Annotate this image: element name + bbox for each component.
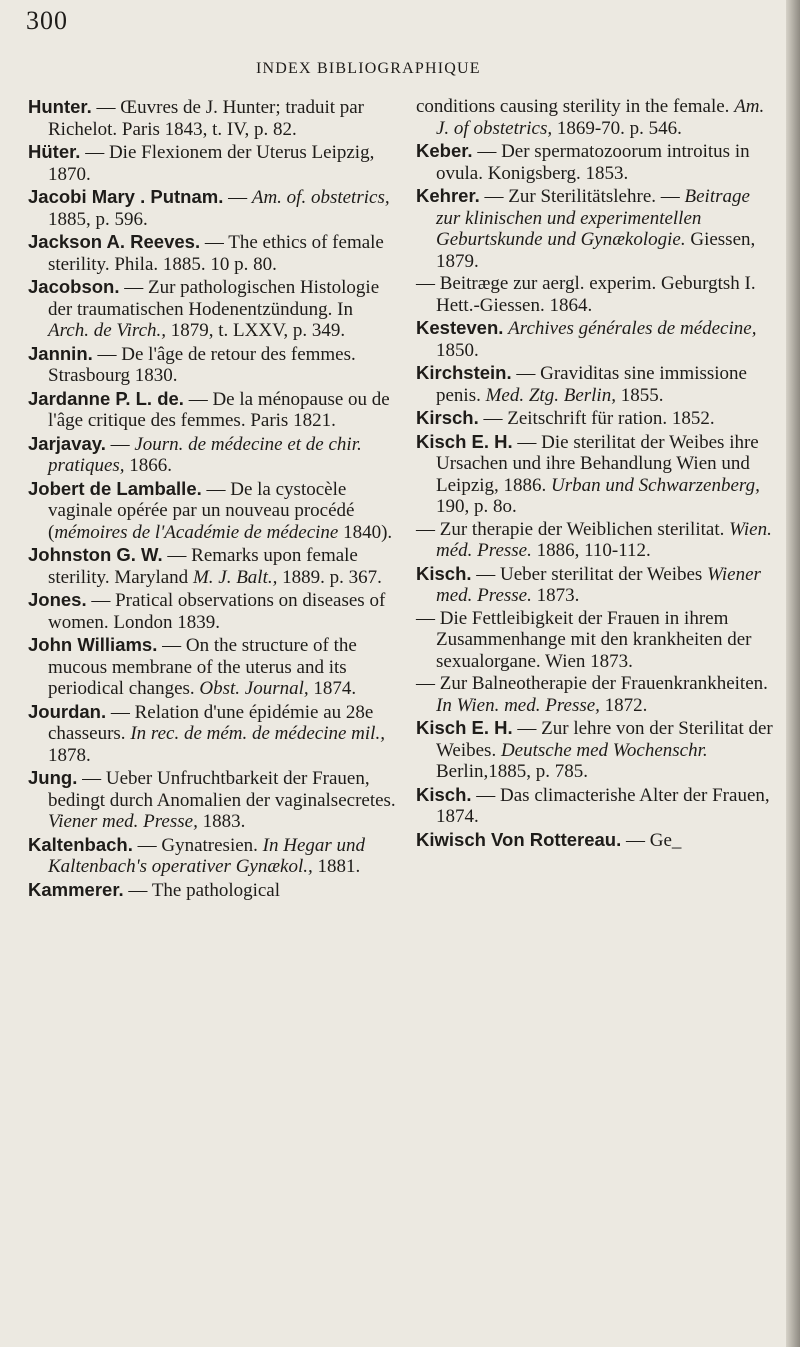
entry-text: — The ethics of female sterility. Phila. 1885. 10 p. 80. — [48, 232, 384, 275]
entry-headword: Keber. — [416, 140, 473, 161]
entry-text: conditions causing sterility in the female. — [416, 96, 735, 117]
entry-headword: Kisch. — [416, 783, 472, 805]
entry-text-end: 190, p. 8o. — [436, 496, 517, 517]
entry-headword: Kirchstein. — [416, 362, 512, 383]
entry-headword: Jacobson. — [28, 276, 120, 297]
index-entry — [416, 140, 778, 184]
entry-text: — Pratical observations on diseases of women. London 1839. — [48, 590, 386, 633]
entry-headword: Johnston G. W. — [28, 544, 163, 565]
entry-text-end: 1872. — [599, 694, 648, 716]
index-entry — [28, 96, 396, 140]
index-entry — [416, 362, 778, 406]
entry-source: In Wien. med. Presse, — [436, 694, 600, 716]
entry-headword: Hüter. — [28, 141, 81, 162]
index-entry — [28, 834, 396, 878]
entry-headword: Jobert de Lamballe. — [28, 477, 202, 499]
entry-text-end: 1840). — [338, 521, 393, 543]
entry-source: In Hegar und Kaltenbach's operativer Gynækol., — [48, 834, 366, 877]
entry-headword: Kisch E. H. — [416, 430, 513, 452]
entry-text: — Zeitschrift für ration. 1852. — [478, 408, 715, 429]
index-entry — [416, 784, 778, 828]
index-entry — [28, 186, 396, 230]
page-number: 300 — [26, 6, 68, 35]
entry-headword: Jung. — [28, 767, 78, 788]
entry-source: Beitrage zur klinischen und experimentellen Geburtskunde und Gynækologie. — [436, 186, 750, 250]
entry-text: — Graviditas sine immissione penis. — [436, 363, 747, 406]
entry-source: Archives générales de médecine, — [508, 318, 757, 339]
index-entry — [416, 407, 778, 430]
index-entry — [416, 96, 778, 139]
entry-text: — Zur Sterilitätslehre. — — [479, 186, 685, 207]
entry-text: — Zur pathologischen Histologie der traumatischen Hodenentzündung. In — [48, 277, 380, 320]
entry-text-end: 1878. — [48, 744, 91, 766]
entry-text: — De l'âge de retour des femmes. Strasbourg 1830. — [48, 343, 356, 386]
index-entry — [28, 388, 396, 432]
index-entry — [28, 544, 396, 588]
entry-source: Am. J. of obstetrics, — [436, 96, 765, 139]
entry-text-end: 1866. — [124, 455, 173, 476]
index-entry — [416, 519, 778, 562]
index-entry — [28, 276, 396, 342]
entry-headword: Kammerer. — [28, 878, 124, 900]
entry-headword: Jackson A. Reeves. — [28, 231, 201, 252]
entry-text: — Beitræge zur aergl. experim. Geburgtsh I. Hett.-Giessen. 1864. — [416, 273, 756, 316]
entry-source: M. J. Balt., — [192, 566, 278, 588]
entry-headword: Jacobi Mary . Putnam. — [28, 186, 224, 207]
entry-headword: Jardanne P. L. de. — [28, 387, 184, 409]
entry-text-end: 1881. — [312, 856, 361, 877]
entry-text: — De la ménopause ou de l'âge critique des femmes. Paris 1821. — [48, 388, 390, 431]
entry-text: — Die sterilitat der Weibes ihre Ursachen und ihre Behandlung Wien und Leipzig, 1886. — [436, 431, 759, 496]
entry-headword: Kisch. — [416, 562, 472, 584]
index-entry — [28, 141, 396, 185]
index-entry — [416, 608, 778, 673]
index-entry — [28, 478, 396, 544]
entry-text: — The pathological — [123, 879, 281, 901]
index-entry — [28, 589, 396, 633]
entry-headword: Kisch E. H. — [416, 717, 513, 738]
index-entry — [416, 185, 778, 272]
entry-text: — On the structure of the mucous membrane of the uterus and its periodical changes. — [48, 635, 357, 699]
entry-headword: Jones. — [28, 589, 87, 610]
entry-text: — Remarks upon female sterility. Maryland — [48, 545, 358, 588]
entry-text: — Ueber Unfruchtbarkeit der Frauen, bedingt durch Anomalien der vaginalsecretes. — [48, 768, 396, 811]
entry-text: — Zur lehre von der Sterilitat der Weibes. — [436, 718, 773, 761]
entry-text: — Ge_ — [621, 829, 682, 851]
entry-source: Wien. méd. Presse. — [436, 518, 772, 561]
entry-text: — Œuvres de J. Hunter; traduit par Richelot. Paris 1843, t. IV, p. 82. — [48, 97, 365, 140]
entry-source: Deutsche med Wochenschr. — [500, 739, 708, 761]
entry-source: Med. Ztg. Berlin, — [485, 384, 616, 406]
left-column — [28, 96, 396, 902]
entry-text-end: 1883. — [197, 811, 246, 832]
entry-text-end: 1889. p. 367. — [277, 566, 382, 588]
entry-text-end: Giessen, 1879. — [436, 229, 756, 272]
entry-source: In rec. de mém. de médecine mil., — [130, 723, 385, 744]
entry-source: mémoires de l'Académie de médecine — [54, 521, 339, 543]
running-title: INDEX BIBLIOGRAPHIQUE — [256, 60, 481, 77]
entry-text: — Die Fettleibigkeit der Frauen in ihrem Zusammenhange mit den krankheiten der sexualorgane. Wien 1873. — [416, 607, 752, 672]
entry-text-end: 1855. — [615, 384, 664, 406]
entry-headword: Hunter. — [28, 96, 92, 117]
entry-text-end: 1874. — [308, 678, 357, 699]
entry-text: — Die Flexionem der Uterus Leipzig, 1870. — [48, 142, 375, 185]
index-entry — [28, 767, 396, 833]
index-entry — [416, 317, 778, 361]
entry-headword: Kaltenbach. — [28, 833, 133, 855]
entry-text: — Zur Balneotherapie der Frauenkrankheiten. — [416, 673, 768, 694]
index-entry — [28, 879, 396, 902]
index-entry — [416, 563, 778, 607]
index-entry — [28, 634, 396, 700]
entry-text-end: 1869-70. p. 546. — [552, 117, 682, 139]
entry-text-end: 1886, 110-112. — [531, 540, 651, 561]
index-entry — [416, 273, 778, 316]
entry-source: Viener med. Presse, — [48, 811, 198, 832]
entry-headword: Jarjavay. — [28, 432, 106, 454]
entry-text-end: 1850. — [436, 339, 479, 361]
entry-text-end: 1873. — [531, 585, 580, 606]
entry-text: — Ueber sterilitat der Weibes — [471, 563, 708, 585]
entry-source: Am. of. obstetrics, — [251, 187, 390, 208]
entry-headword: Jourdan. — [28, 700, 107, 722]
entry-headword: Kesteven. — [416, 317, 504, 338]
entry-text: — Gynatresien. — [132, 834, 263, 856]
entry-source: Journ. de médecine et de chir. pratiques, — [48, 433, 362, 476]
entry-text-end: 1879, t. LXXV, p. 349. — [166, 320, 346, 341]
entry-text: — Zur therapie der Weiblichen sterilitat. — [416, 518, 730, 540]
entry-text: — — [105, 433, 135, 455]
index-entry — [28, 231, 396, 275]
index-entry — [416, 431, 778, 518]
entry-headword: John Williams. — [28, 634, 158, 655]
entry-text: — — [223, 187, 252, 208]
index-entry — [416, 829, 778, 852]
entry-source: Urban und Schwarzenberg, — [551, 474, 760, 496]
entry-headword: Kehrer. — [416, 185, 480, 206]
entry-headword: Kiwisch Von Rottereau. — [416, 828, 622, 850]
index-entry — [416, 673, 778, 716]
index-entry — [28, 343, 396, 387]
entry-text: — Der spermatozoorum introitus in ovula. Konigsberg. 1853. — [436, 141, 750, 184]
index-entry — [416, 717, 778, 783]
index-entry — [28, 701, 396, 767]
entry-source: Wiener med. Presse. — [436, 563, 761, 606]
entry-text-end: 1885, p. 596. — [48, 208, 148, 230]
entry-source: Obst. Journal, — [199, 678, 309, 699]
page-binding-edge — [786, 0, 800, 1347]
entry-source: Arch. de Virch., — [48, 320, 167, 341]
right-column — [416, 96, 778, 852]
entry-headword: Kirsch. — [416, 407, 479, 428]
entry-headword: Jannin. — [28, 342, 93, 364]
index-entry — [28, 433, 396, 477]
entry-text: — Das climacterishe Alter der Frauen, 1874. — [436, 784, 770, 827]
entry-text: — De la cystocèle vaginale opérée par un nouveau procédé ( — [48, 478, 355, 543]
entry-text: — Relation d'une épidémie au 28e chasseurs. — [48, 701, 374, 744]
entry-text-end: Berlin,1885, p. 785. — [436, 761, 588, 782]
